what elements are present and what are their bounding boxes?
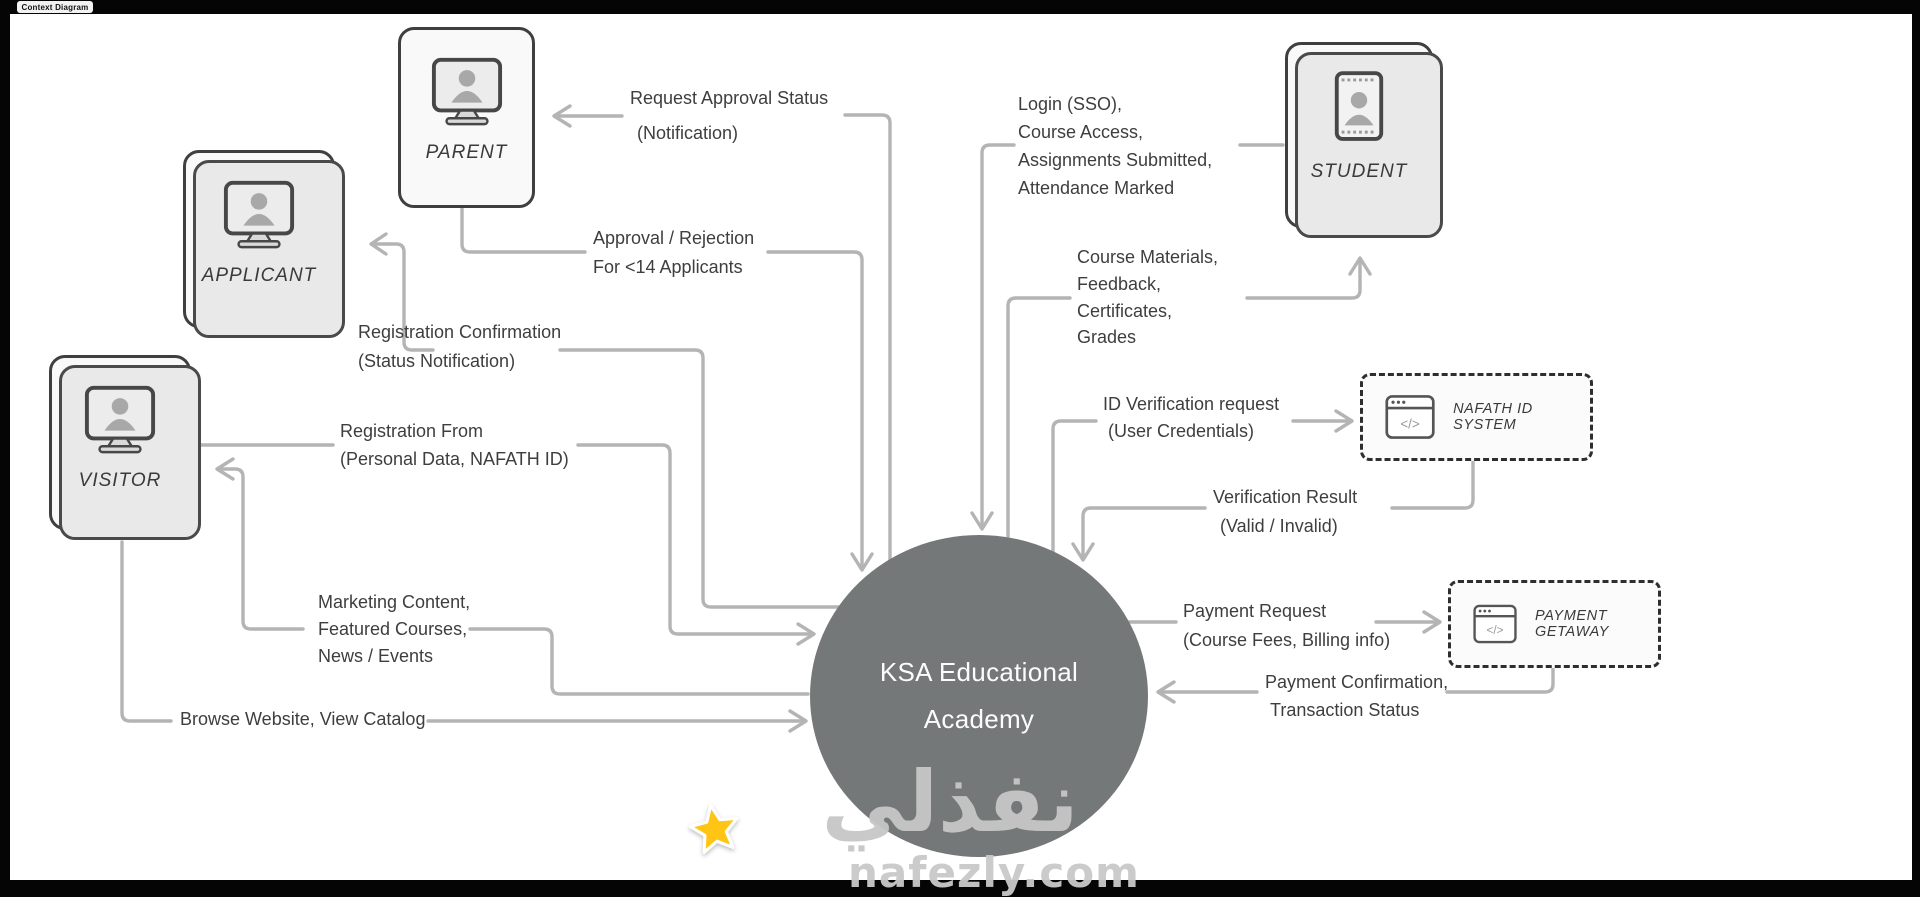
entity-parent-label: PARENT (425, 142, 508, 163)
entity-applicant[interactable] (183, 150, 335, 328)
flow-label-course-materials: Certificates, (1077, 301, 1173, 321)
flow-label-approval-rejection: For <14 Applicants (593, 257, 743, 277)
code-glyph: </> (1400, 416, 1420, 432)
entity-visitor-label: VISITOR (78, 470, 162, 491)
monitor-user-icon (83, 384, 157, 454)
entity-student-label: STUDENT (1310, 161, 1408, 182)
flow-label-registration-confirmation: Registration Confirmation (358, 322, 562, 342)
tab-context-diagram[interactable]: Context Diagram (17, 1, 93, 13)
monitor-user-icon (430, 56, 504, 126)
frame-left-bar (0, 0, 10, 897)
flow-label-verification-result: Verification Result (1213, 487, 1358, 507)
flow-label-marketing-content: Featured Courses, (318, 619, 468, 639)
monitor-user-icon (222, 179, 296, 249)
entity-applicant-label: APPLICANT (201, 265, 317, 286)
flow-label-browse-website: Browse Website, View Catalog (180, 709, 426, 729)
id-badge-icon (1330, 69, 1388, 145)
flow-label-payment-confirmation: Transaction Status (1270, 700, 1420, 720)
flow-label-request-approval-status: Request Approval Status (630, 88, 829, 108)
system-label-line2: Academy (923, 704, 1035, 734)
flow-label-approval-rejection: Approval / Rejection (593, 228, 755, 248)
watermark-domain: nafezly.com (848, 848, 1140, 897)
flow-label-registration-form: (Personal Data, NAFATH ID) (340, 449, 569, 469)
flow-label-payment-request: (Course Fees, Billing info) (1183, 630, 1391, 650)
watermark-arabic: نفذلي (821, 753, 1079, 851)
flow-label-login-sso: Assignments Submitted, (1018, 150, 1213, 170)
flow-label-login-sso: Course Access, (1018, 122, 1144, 142)
external-system-payment-gateway[interactable] (1448, 580, 1661, 668)
frame-right-bar (1912, 0, 1920, 897)
flow-marketing-content-line (217, 459, 808, 694)
flow-label-marketing-content: News / Events (318, 646, 434, 666)
flow-label-registration-form: Registration From (340, 421, 484, 441)
flow-registration-form-line (200, 445, 814, 644)
flow-label-course-materials: Course Materials, (1077, 247, 1219, 267)
payment-gateway-label: PAYMENT GETAWAY (1535, 608, 1610, 640)
flow-label-registration-confirmation: (Status Notification) (358, 351, 516, 371)
flow-label-id-verification: ID Verification request (1103, 394, 1280, 414)
flow-label-login-sso: Login (SSO), (1018, 94, 1123, 114)
external-system-nafath[interactable] (1360, 373, 1593, 461)
frame-top-bar (0, 0, 1920, 14)
flow-label-payment-confirmation: Payment Confirmation, (1265, 672, 1449, 692)
flow-label-payment-request: Payment Request (1183, 601, 1327, 621)
flow-verification-result-line (1073, 460, 1473, 560)
flow-label-course-materials: Grades (1077, 327, 1137, 347)
code-glyph: </> (1486, 624, 1504, 638)
flow-label-id-verification: (User Credentials) (1108, 421, 1255, 441)
nafath-label: NAFATH ID SYSTEM (1453, 401, 1533, 433)
flow-label-request-approval-status: (Notification) (637, 123, 739, 143)
entity-visitor[interactable] (49, 355, 191, 530)
browser-code-icon (1385, 393, 1435, 441)
flow-label-login-sso: Attendance Marked (1018, 178, 1175, 198)
browser-code-icon (1473, 600, 1517, 648)
system-label-line1: KSA Educational (879, 657, 1079, 687)
star-icon (688, 802, 742, 856)
flow-request-approval-status-line (554, 106, 890, 576)
flow-label-verification-result: (Valid / Invalid) (1220, 516, 1338, 536)
entity-parent[interactable] (398, 27, 535, 208)
flow-label-marketing-content: Marketing Content, (318, 592, 471, 612)
entity-student[interactable] (1285, 42, 1433, 228)
flow-label-course-materials: Feedback, (1077, 274, 1162, 294)
